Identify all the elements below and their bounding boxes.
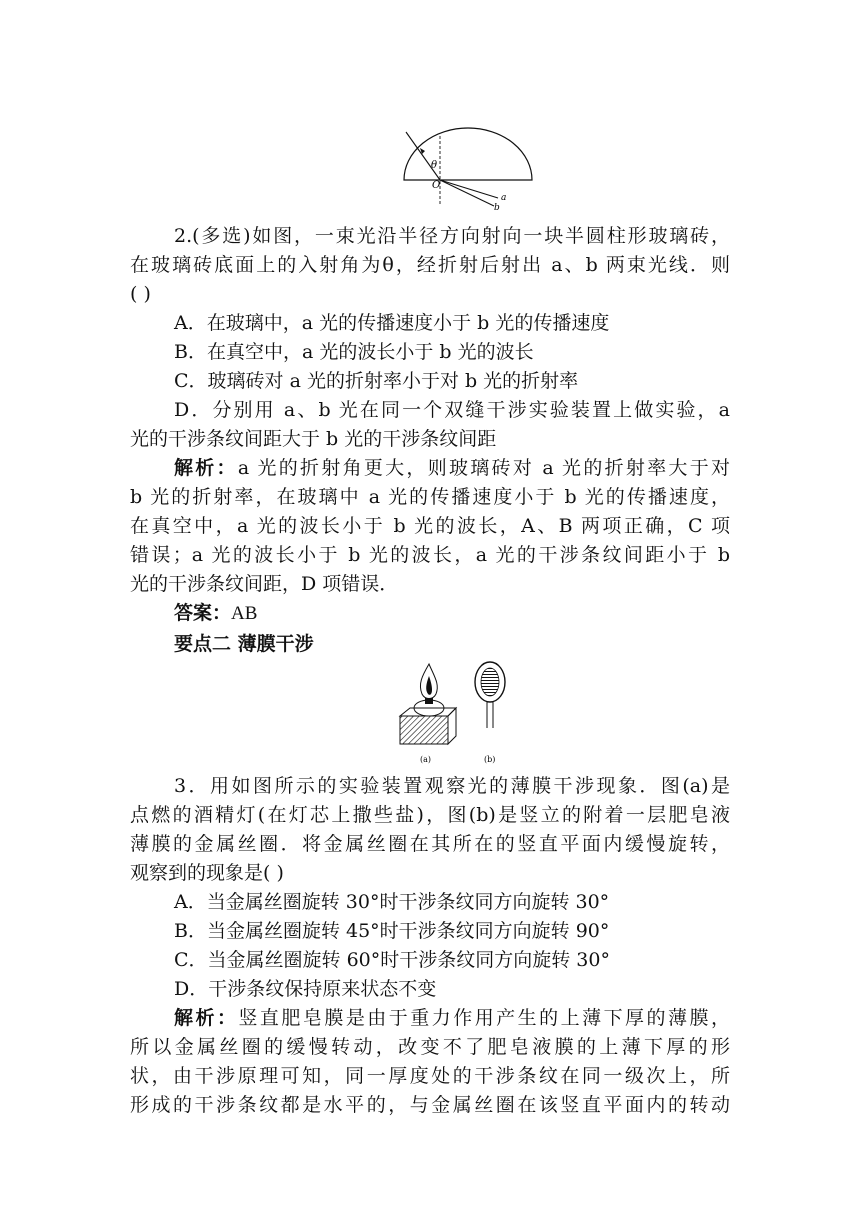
q2-analysis-line: 错误；a 光的波长小于 b 光的波长，a 光的干涉条纹间距小于 b	[130, 544, 730, 566]
q2-analysis-line: 光的干涉条纹间距，D 项错误．	[130, 573, 399, 595]
q3-option-a: A．当金属丝圈旋转 30°时干涉条纹同方向旋转 30°	[174, 891, 610, 913]
a-label: a	[501, 193, 507, 203]
q2-option-c: C．玻璃砖对 a 光的折射率小于对 b 光的折射率	[174, 370, 579, 392]
fig-label-b: (b)	[484, 755, 496, 764]
q3-stem-line: 点燃的酒精灯(在灯芯上撒些盐)，图(b)是竖立的附着一层肥皂液	[130, 804, 730, 826]
q3-stem-line: 观察到的现象是( )	[130, 862, 284, 884]
thin-film-figure	[392, 658, 520, 764]
q3-analysis-line	[174, 1004, 730, 1033]
ray-a	[440, 180, 498, 198]
section-title: 要点二 薄膜干涉	[174, 633, 314, 655]
q2-option-d-cont: 光的干涉条纹间距大于 b 光的干涉条纹间距	[130, 428, 497, 450]
b-label: b	[494, 203, 500, 210]
fig-label-a: (a)	[420, 755, 432, 764]
q2-analysis-text: a 光的折射角更大，则玻璃砖对 a 光的折射率大于对	[237, 457, 730, 479]
q2-option-a: A．在玻璃中，a 光的传播速度小于 b 光的传播速度	[174, 312, 610, 334]
q3-option-b: B．当金属丝圈旋转 45°时干涉条纹同方向旋转 90°	[174, 920, 610, 942]
q3-analysis-label: 解析：	[174, 1007, 239, 1029]
q3-analysis-line: 所以金属丝圈的缓慢转动，改变不了肥皂液膜的上薄下厚的形	[130, 1036, 730, 1058]
q2-analysis-label: 解析：	[174, 457, 238, 479]
lamp-stand	[400, 716, 448, 744]
q2-stem-line: 在玻璃砖底面上的入射角为θ，经折射后射出 a、b 两束光线．则	[130, 254, 730, 276]
q2-analysis-line	[174, 454, 730, 483]
q3-analysis-line: 形成的干涉条纹都是水平的，与金属丝圈在该竖直平面内的转动	[130, 1094, 730, 1116]
q3-stem-line: 薄膜的金属丝圈．将金属丝圈在其所在的竖直平面内缓慢旋转，	[130, 833, 730, 855]
q2-answer-value: AB	[231, 603, 258, 624]
q2-option-b: B．在真空中，a 光的波长小于 b 光的波长	[174, 341, 534, 363]
q2-stem-line: ( )	[130, 283, 151, 305]
q3-analysis-line: 状，由干涉原理可知，同一厚度处的干涉条纹在同一级次上，所	[130, 1065, 730, 1087]
theta-label: θ	[431, 160, 438, 171]
o-label: O	[432, 180, 441, 191]
q3-option-d: D．干涉条纹保持原来状态不变	[174, 978, 437, 1000]
q2-answer-line	[174, 599, 730, 628]
semicircle-refraction-figure	[398, 124, 538, 210]
q2-analysis-line: b 光的折射率，在玻璃中 a 光的传播速度小于 b 光的传播速度，	[130, 486, 730, 508]
q3-analysis-text: 竖直肥皂膜是由于重力作用产生的上薄下厚的薄膜，	[238, 1007, 730, 1029]
q2-stem-line: 2.(多选)如图，一束光沿半径方向射向一块半圆柱形玻璃砖，	[174, 225, 730, 247]
q3-option-c: C．当金属丝圈旋转 60°时干涉条纹同方向旋转 30°	[174, 949, 610, 971]
semicircle-outline	[404, 128, 532, 180]
q3-stem-line: 3．用如图所示的实验装置观察光的薄膜干涉现象．图(a)是	[174, 775, 730, 797]
q2-analysis-line: 在真空中，a 光的波长小于 b 光的波长，A、B 两项正确，C 项	[130, 515, 730, 537]
ray-b	[440, 180, 494, 206]
q2-option-d: D．分别用 a、b 光在同一个双缝干涉实验装置上做实验，a	[174, 399, 730, 421]
q2-answer-label: 答案：	[174, 602, 232, 624]
